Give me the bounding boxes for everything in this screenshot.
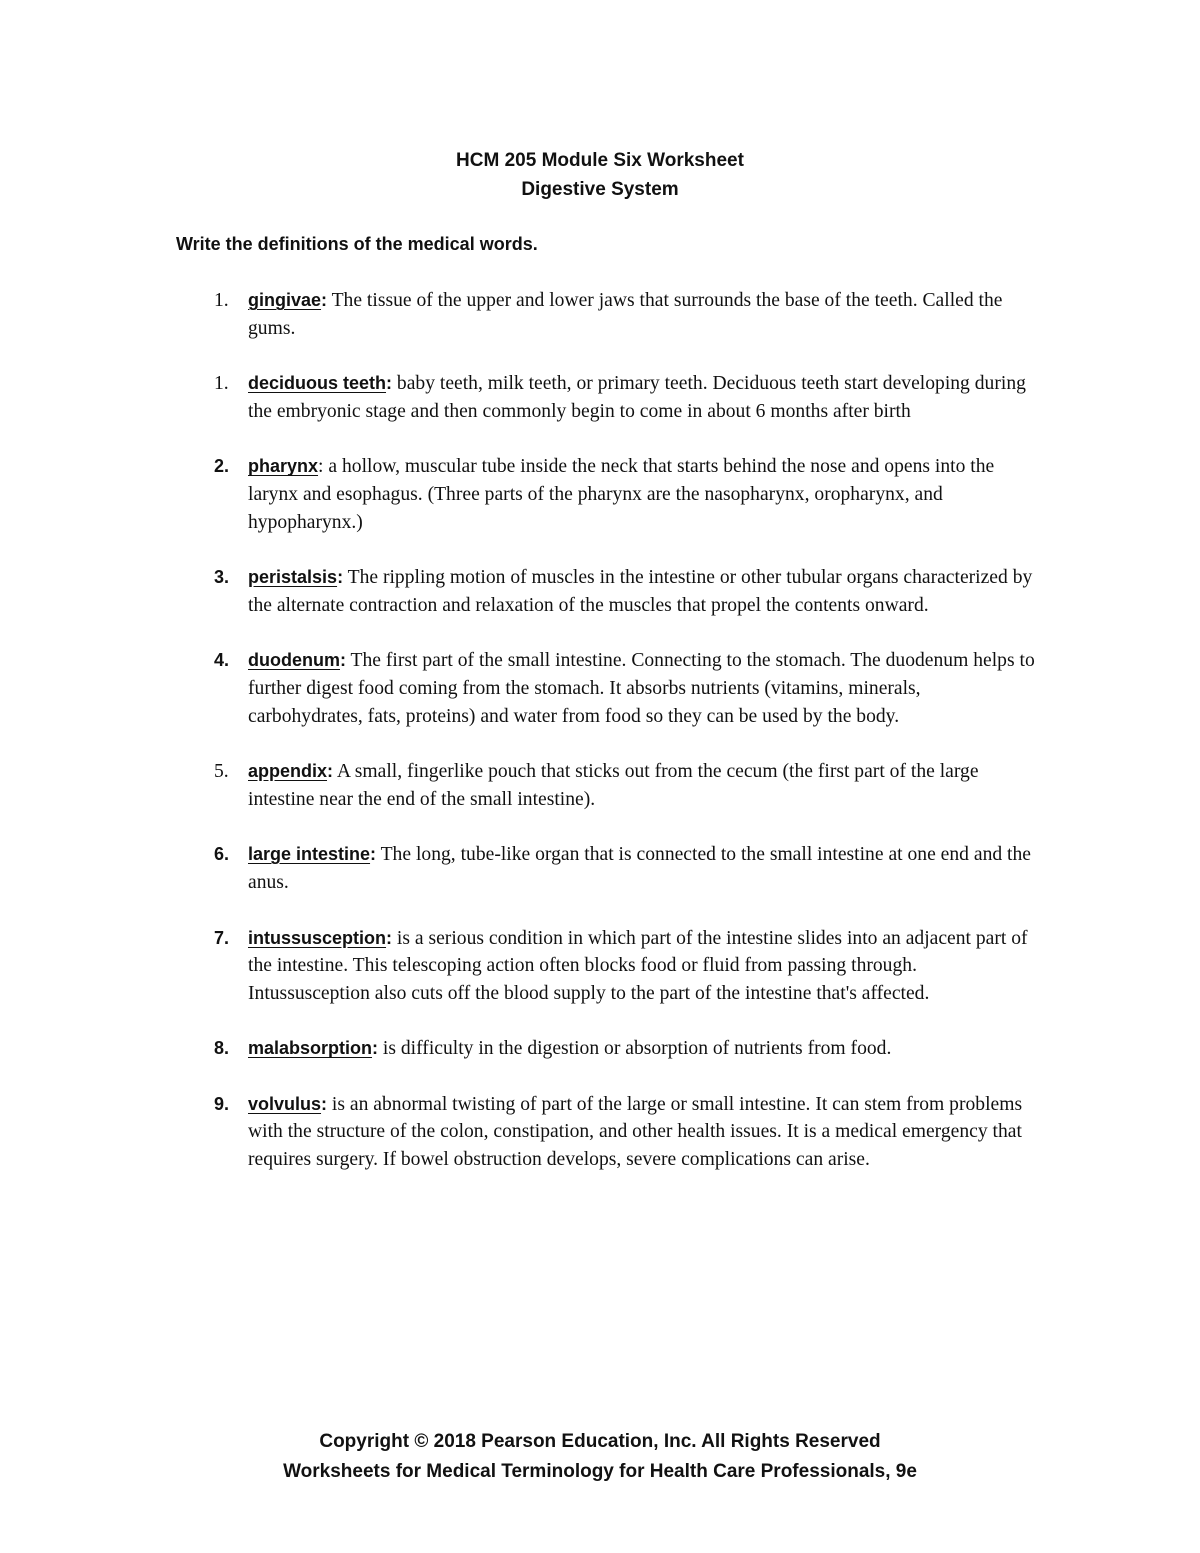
list-item: 5. appendix: A small, fingerlike pouch that sticks out from the cecum (the first part of the large intestine near the end of the small intestine). <box>0 758 1200 813</box>
item-number: 3. <box>214 567 230 588</box>
item-number: 1. <box>214 290 229 311</box>
item-term: large intestine <box>248 844 371 865</box>
item-number: 9. <box>214 1093 230 1114</box>
item-number: 1. <box>214 373 229 395</box>
definition-list <box>0 287 1200 1202</box>
item-definition: a hollow, muscular tube inside the neck that starts behind the nose and opens into the larynx and esophagus. (Three parts of the pharynx are the nasopharynx, oropharynx, and hypopharynx.) <box>248 456 995 533</box>
list-item: 8. malabsorption: is difficulty in the digestion or absorption of nutrients from food. <box>0 1035 1200 1063</box>
item-number: 4. <box>214 650 230 671</box>
item-term: appendix <box>248 761 328 782</box>
list-item: 4. duodenum: The first part of the small intestine. Connecting to the stomach. The duodenum helps to further digest food coming from the stomach. It absorbs nutrients (vitamins, minerals, carbohydrates, fats, proteins) and water from food so they can be used by the body. <box>0 647 1200 730</box>
document-title: HCM 205 Module Six Worksheet <box>456 150 744 171</box>
item-number: 2. <box>214 456 230 477</box>
item-term: deciduous teeth <box>248 373 387 394</box>
item-number: 7. <box>214 927 230 948</box>
list-item: 9. volvulus: is an abnormal twisting of part of the large or small intestine. It can stem from problems with the structure of the colon, constipation, and other health issues. It is a medical emergency that requires surgery. If bowel obstruction develops, severe complications can arise. <box>0 1091 1200 1174</box>
item-term: pharynx <box>248 456 319 477</box>
list-item: 2. pharynx: a hollow, muscular tube inside the neck that starts behind the nose and opens into the larynx and esophagus. (Three parts of the pharynx are the nasopharynx, oropharynx, and hypopharynx.) <box>0 453 1200 536</box>
item-term: gingivae <box>248 290 322 310</box>
item-definition: A small, fingerlike pouch that sticks out from the cecum (the first part of the large intestine near the end of the small intestine). <box>248 761 979 810</box>
list-item: 3. peristalsis: The rippling motion of muscles in the intestine or other tubular organs characterized by the alternate contraction and relaxation of the muscles that propel the contents onward. <box>0 564 1200 619</box>
document-footer <box>0 1427 1200 1487</box>
item-term: volvulus <box>248 1093 322 1114</box>
item-definition: is an abnormal twisting of part of the large or small intestine. It can stem from problems with the structure of the colon, constipation, and other health issues. It is a medical emergency that requires surgery. If bowel obstruction develops, severe complications can arise. <box>248 1093 1023 1171</box>
copyright-notice: Copyright © 2018 Pearson Education, Inc. All Rights Reserved <box>319 1431 881 1452</box>
document-subtitle: Digestive System <box>521 179 679 200</box>
item-term: duodenum <box>248 650 340 671</box>
item-definition: The rippling motion of muscles in the intestine or other tubular organs characterized by the alternate contraction and relaxation of the muscles that propel the contents onward. <box>248 567 1033 616</box>
item-term: peristalsis <box>248 567 338 588</box>
document-header <box>0 146 1200 204</box>
item-number: 6. <box>214 844 230 865</box>
book-title: Worksheets for Medical Terminology for Health Care Professionals, 9e <box>283 1461 917 1482</box>
instruction-text: Write the definitions of the medical words. <box>176 234 538 254</box>
item-definition: The long, tube-like organ that is connected to the small intestine at one end and the anus. <box>248 844 1031 893</box>
item-definition: baby teeth, milk teeth, or primary teeth. Deciduous teeth start developing during the embryonic stage and then commonly begin to come in about 6 months after birth <box>248 373 1026 422</box>
list-item: 1. gingivae: The tissue of the upper and lower jaws that surrounds the base of the teeth. Called the gums. <box>0 287 1200 342</box>
list-item: 7. intussusception: is a serious condition in which part of the intestine slides into an adjacent part of the intestine. This telescoping action often blocks food or fluid from passing through. Intussusception also cuts off the blood supply to the part of the intestine that's affected. <box>0 925 1200 1008</box>
item-term: intussusception <box>248 927 387 948</box>
item-number: 5. <box>214 761 229 783</box>
item-definition: is difficulty in the digestion or absorption of nutrients from food. <box>378 1038 892 1060</box>
item-definition: is a serious condition in which part of the intestine slides into an adjacent part of the intestine. This telescoping action often blocks food or fluid from passing through. Intussusception also cuts off the blood supply to the part of the intestine that's affected. <box>248 927 1028 1004</box>
item-number: 8. <box>214 1038 230 1059</box>
list-item: 6. large intestine: The long, tube-like organ that is connected to the small intestine at one end and the anus. <box>0 841 1200 896</box>
list-item: 1. deciduous teeth: baby teeth, milk teeth, or primary teeth. Deciduous teeth start developing during the embryonic stage and then commonly begin to come in about 6 months after birth <box>0 370 1200 425</box>
item-definition: The first part of the small intestine. Connecting to the stomach. The duodenum helps to further digest food coming from the stomach. It absorbs nutrients (vitamins, minerals, carbohydrates, fats, proteins) and water from food so they can be used by the body. <box>248 650 1035 727</box>
item-term: malabsorption <box>248 1038 373 1059</box>
item-definition: The tissue of the upper and lower jaws that surrounds the base of the teeth. Called the gums. <box>248 290 1003 339</box>
